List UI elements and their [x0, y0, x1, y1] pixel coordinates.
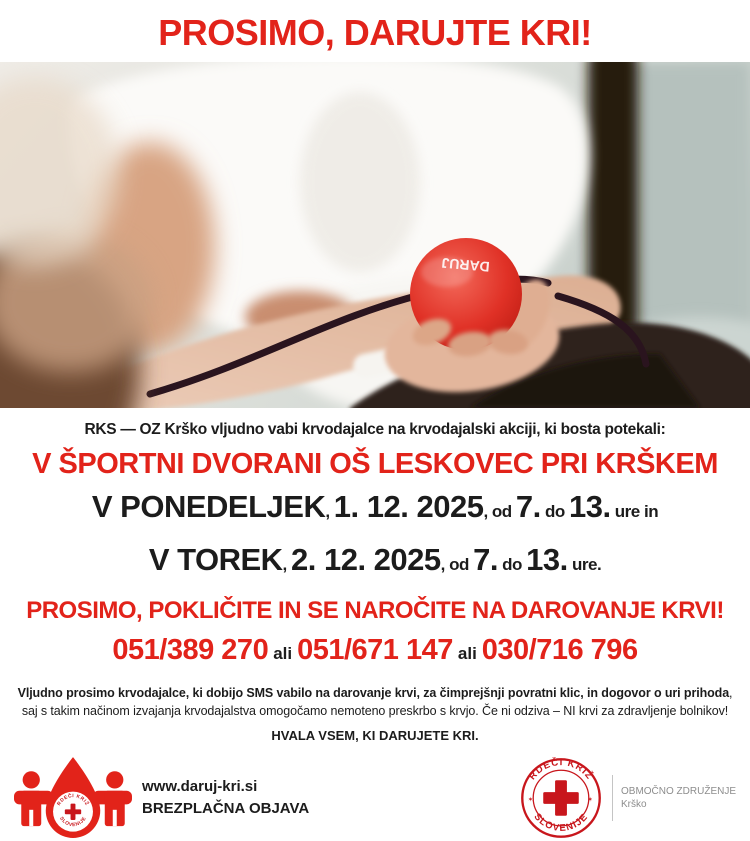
schedule-day: V TOREK [148, 542, 283, 577]
regional-association-text [621, 785, 736, 811]
page-title: PROSIMO, DARUJTE KRI! [158, 12, 592, 53]
figure-leg-gap [113, 810, 117, 826]
footer-separator [612, 775, 613, 821]
coat-fold [300, 92, 420, 272]
phone-numbers-line: 051/389 270 ali 051/671 147 ali 030/716 796 [112, 634, 638, 666]
ball-text: DARUJ [440, 254, 491, 276]
thanks-line: HVALA VSEM, KI DARUJETE KRI. [271, 728, 479, 743]
regional-association-line1: OBMOČNO ZDRUŽENJE [621, 786, 736, 797]
stamp-star-left: ✶ [527, 796, 534, 804]
venue-line: V ŠPORTNI DVORANI OŠ LESKOVEC PRI KRŠKEM [32, 448, 718, 480]
schedule-date: 1. 12. 2025 [333, 489, 484, 524]
red-cross-icon [71, 804, 76, 820]
schedule-line-monday: V PONEDELJEK, 1. 12. 2025, od 7. do 13. ure in [91, 489, 659, 524]
sms-note-regular: , saj s takim načinom izvajanja krvodajalstva omogočamo nemoteno preskrbo s krvjo. Če ni odziva – NI krvi za zdravljenje bolnikov! [21, 686, 733, 718]
schedule-to-hour: 13. [568, 489, 611, 524]
free-publication-label: BREZPLAČNA OBJAVA [142, 800, 310, 817]
invitation-line: RKS — OZ Krško vljudno vabi krvodajalce na krvodajalski akciji, ki bosta potekali: [84, 421, 666, 438]
stamp-star-right: ✶ [587, 796, 593, 804]
phone-number-3: 030/716 796 [481, 634, 638, 666]
schedule-line-tuesday: V TOREK, 2. 12. 2025, od 7. do 13. ure. [148, 542, 602, 577]
footer-left-text [142, 776, 309, 820]
schedule-day: V PONEDELJEK [91, 489, 326, 524]
blood-donation-photo [0, 62, 750, 408]
schedule-to-hour: 13. [526, 542, 568, 577]
footer [0, 755, 750, 841]
schedule-from-hour: 7. [473, 542, 498, 577]
sms-note-bold: Vljudno prosimo krvodajalce, ki dobijo SMS vabilo na darovanje krvi, za čimprejšnji povratni klic, in dogovor o uri prihoda [17, 686, 730, 700]
stamp-ring-top-text: RDEČI KRIŽ [526, 757, 596, 783]
footer-right [520, 757, 736, 839]
daruj-kri-logo [14, 755, 132, 841]
regional-association-line2: Krško [621, 799, 647, 810]
sms-note [9, 684, 741, 720]
phone-number-2: 051/671 147 [297, 634, 453, 666]
schedule-from-hour: 7. [515, 489, 541, 524]
call-to-action-line: PROSIMO, POKLIČITE IN SE NAROČITE NA DAROVANJE KRVI! [26, 597, 724, 624]
photo-illustration [0, 62, 750, 408]
red-cross-icon [555, 780, 567, 816]
left-logo-ring-bottom-text: SLOVENIJE [58, 816, 88, 829]
website-url: www.daruj-kri.si [142, 778, 258, 795]
red-cross-slovenia-logo [520, 757, 602, 839]
footer-left [14, 755, 309, 841]
left-logo-ring-top-text: RDEČI KRIŽ [56, 794, 90, 807]
stamp-ring-bottom-text: SLOVENIJE [531, 811, 591, 834]
schedule-date: 2. 12. 2025 [291, 542, 441, 577]
figure-leg-gap [29, 810, 33, 826]
figure-head [106, 771, 123, 788]
phone-number-1: 051/389 270 [112, 634, 269, 666]
figure-head [23, 771, 40, 788]
